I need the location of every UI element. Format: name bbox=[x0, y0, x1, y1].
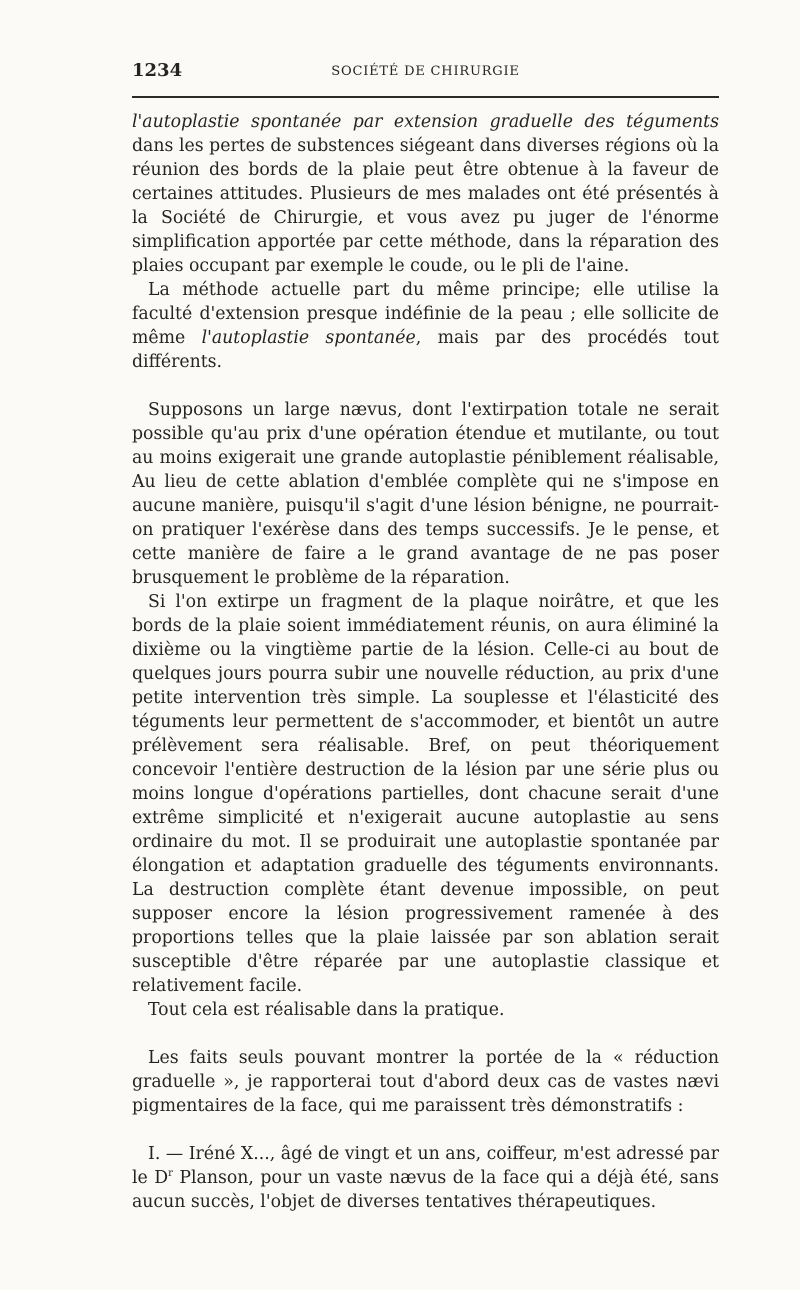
book-page bbox=[132, 0, 719, 1214]
paragraph: Supposons un large nævus, dont l'extirpation totale ne serait possible qu'au prix d'une opération étendue et mutilante, ou tout au moins exigerait une grande autoplastie péniblement réalisable, Au lieu de cette ablation d'emblée complète qui ne s'impose en aucune manière, puisqu'il s'agit d'une lésion bénigne, ne pourrait-on pratiquer l'exérèse dans des temps successifs. Je le pense, et cette manière de faire a le grand avantage de ne pas poser brusquement le problème de la réparation. bbox=[132, 400, 719, 588]
paragraph bbox=[132, 278, 719, 374]
running-head: SOCIÉTÉ DE CHIRURGIE bbox=[331, 64, 520, 79]
paragraph-text: La méthode actuelle part du même principe; elle utilise la faculté d'extension presque indéfinie de la peau ; elle sollicite de même bbox=[132, 280, 719, 348]
paragraph-text: dans les pertes de substences siégeant dans diverses régions où la réunion des bords de la plaie peut être obtenue à la faveur de certaines attitudes. Plusieurs de mes malades ont été présentés à la Société de Chirurgie, et vous avez pu juger de l'énorme simplification apportée par cette méthode, dans la réparation des plaies occupant par exemple le coude, ou le pli de l'aine. bbox=[132, 136, 719, 276]
paragraph: Tout cela est réalisable dans la pratique. bbox=[148, 1000, 505, 1020]
body-text bbox=[132, 110, 719, 1214]
paragraph bbox=[132, 1142, 719, 1214]
page-number: 1234 bbox=[132, 60, 183, 81]
paragraph: Les faits seuls pouvant montrer la portée de la « réduction graduelle », je rapporterai tout d'abord deux cas de vastes nævi pigmentaires de la face, qui me paraissent très démonstratifs : bbox=[132, 1048, 719, 1116]
italic-phrase: l'autoplastie spontanée bbox=[201, 328, 416, 348]
paragraph-text: , mais par des procédés tout différents. bbox=[132, 328, 719, 372]
paragraph-text: Planson, pour un vaste nævus de la face qui a déjà été, sans aucun succès, l'objet de diverses tentatives thérapeutiques. bbox=[132, 1168, 719, 1212]
paragraph-continuation bbox=[132, 110, 719, 278]
italic-phrase: l'autoplastie spontanée par extension graduelle des téguments bbox=[132, 112, 719, 132]
page-header bbox=[132, 0, 719, 98]
superscript: r bbox=[168, 1168, 173, 1180]
paragraph-text: I. — Iréné X..., âgé de vingt et un ans, coiffeur, m'est adressé par le D bbox=[132, 1144, 719, 1188]
paragraph: Si l'on extirpe un fragment de la plaque noirâtre, et que les bords de la plaie soient immédiatement réunis, on aura éliminé la dixième ou la vingtième partie de la lésion. Celle-ci au bout de quelques jours pourra subir une nouvelle réduction, au prix d'une petite intervention très simple. La souplesse et l'élasticité des téguments leur permettent de s'accommoder, et bientôt un autre prélèvement sera réalisable. Bref, on peut théoriquement concevoir l'entière destruction de la lésion par une série plus ou moins longue d'opérations partielles, dont chacune serait d'une extrême simplicité et n'exigerait aucune autoplastie au sens ordinaire du mot. Il se produirait une autoplastie spontanée par élongation et adaptation graduelle des téguments environnants. La destruction complète étant devenue impossible, on peut supposer encore la lésion progressivement ramenée à des proportions telles que la plaie laissée par son ablation serait susceptible d'être réparée par une autoplastie classique et relativement facile. bbox=[132, 592, 719, 996]
